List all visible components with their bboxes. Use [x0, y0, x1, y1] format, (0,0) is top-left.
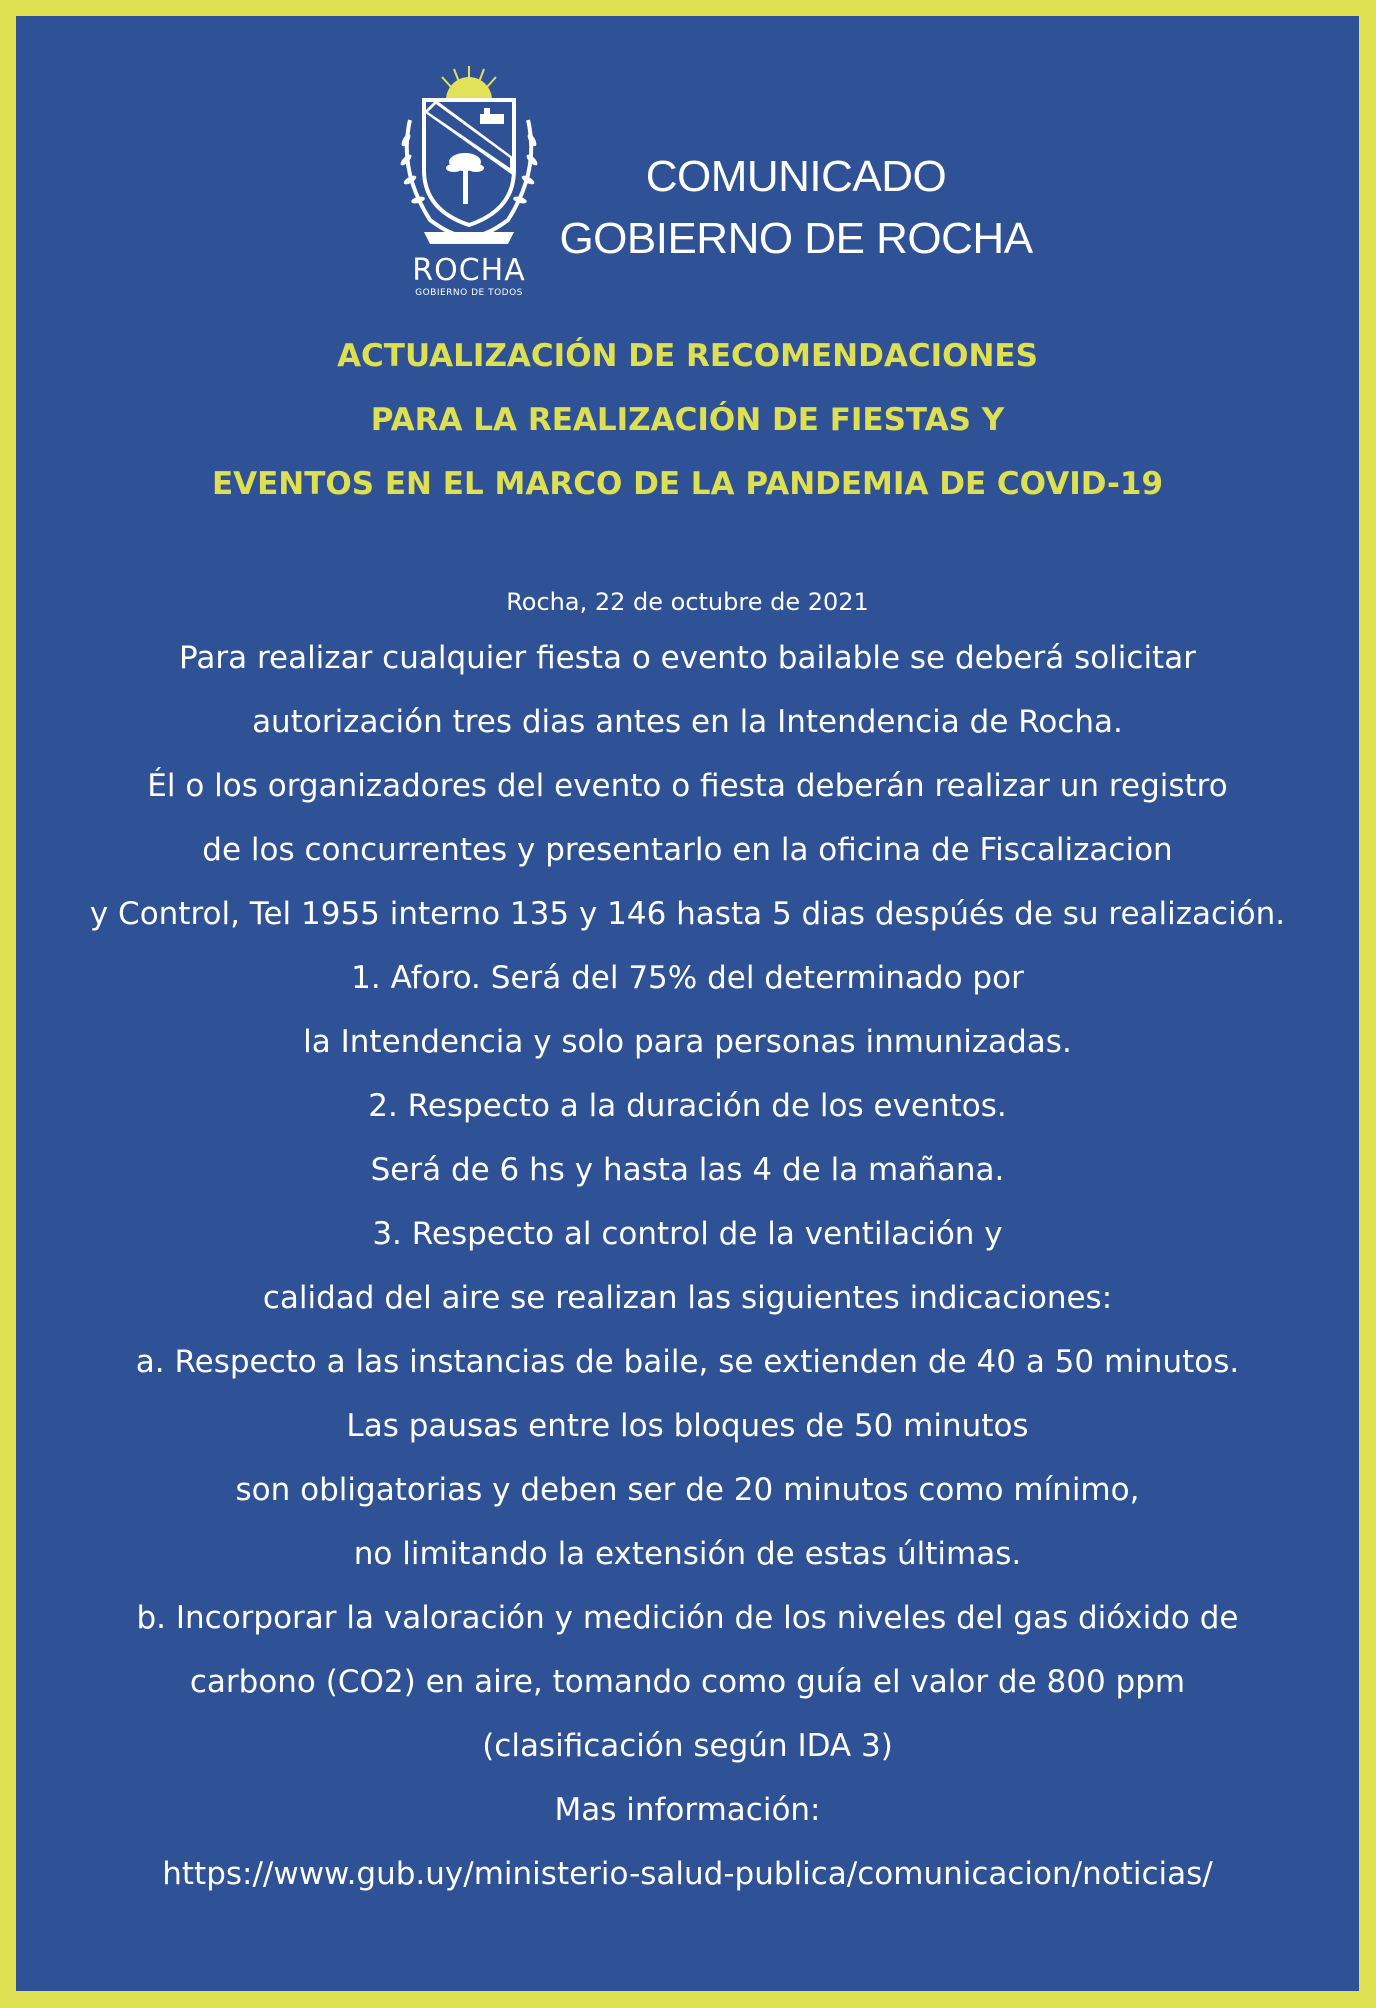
subtitle	[16, 324, 1359, 516]
title-line-1: COMUNICADO	[645, 152, 947, 201]
crest-motto: GOBIERNO DE TODOS	[415, 288, 523, 298]
rocha-crest-logo	[384, 60, 554, 310]
body-line: no limitando la extensión de estas últimas.	[353, 1536, 1022, 1572]
coat-of-arms-icon	[384, 60, 554, 256]
page-title	[536, 146, 1056, 270]
body-line: autorización tres dias antes en la Intendencia de Rocha.	[252, 704, 1123, 740]
title-line-2: GOBIERNO DE ROCHA	[559, 214, 1033, 263]
body-line: (clasificación según IDA 3)	[482, 1728, 893, 1764]
body-line: son obligatorias y deben ser de 20 minutos como mínimo,	[235, 1472, 1140, 1508]
body-line: la Intendencia y solo para personas inmunizadas.	[303, 1024, 1072, 1060]
announcement-body	[16, 578, 1359, 1906]
body-line: b. Incorporar la valoración y medición de los niveles del gas dióxido de	[136, 1600, 1239, 1636]
subtitle-line: EVENTOS EN EL MARCO DE LA PANDEMIA DE COVID-19	[211, 466, 1164, 502]
subtitle-line: ACTUALIZACIÓN DE RECOMENDACIONES	[337, 338, 1038, 374]
body-line: Será de 6 hs y hasta las 4 de la mañana.	[370, 1152, 1005, 1188]
body-line: carbono (CO2) en aire, tomando como guía el valor de 800 ppm	[189, 1664, 1186, 1700]
date-line: Rocha, 22 de octubre de 2021	[506, 588, 869, 616]
body-line: calidad del aire se realizan las siguientes indicaciones:	[262, 1280, 1113, 1316]
body-line: Mas información:	[554, 1792, 821, 1828]
crest-name: ROCHA	[412, 253, 526, 288]
body-line: 1. Aforo. Será del 75% del determinado por	[351, 960, 1024, 996]
announcement-panel	[16, 16, 1359, 1991]
body-line: y Control, Tel 1955 interno 135 y 146 hasta 5 dias despúés de su realización.	[89, 896, 1286, 932]
body-line: Para realizar cualquier fiesta o evento bailable se deberá solicitar	[179, 640, 1196, 676]
body-line: Las pausas entre los bloques de 50 minutos	[346, 1408, 1029, 1444]
subtitle-line: PARA LA REALIZACIÓN DE FIESTAS Y	[370, 402, 1005, 438]
body-line: 2. Respecto a la duración de los eventos.	[368, 1088, 1007, 1124]
body-line: de los concurrentes y presentarlo en la oficina de Fiscalizacion	[202, 832, 1173, 868]
body-line: 3. Respecto al control de la ventilación y	[372, 1216, 1003, 1252]
info-link[interactable]: https://www.gub.uy/ministerio-salud-publica/comunicacion/noticias/	[162, 1856, 1213, 1892]
body-line: a. Respecto a las instancias de baile, se extienden de 40 a 50 minutos.	[135, 1344, 1240, 1380]
body-line: Él o los organizadores del evento o fiesta deberán realizar un registro	[147, 768, 1228, 804]
